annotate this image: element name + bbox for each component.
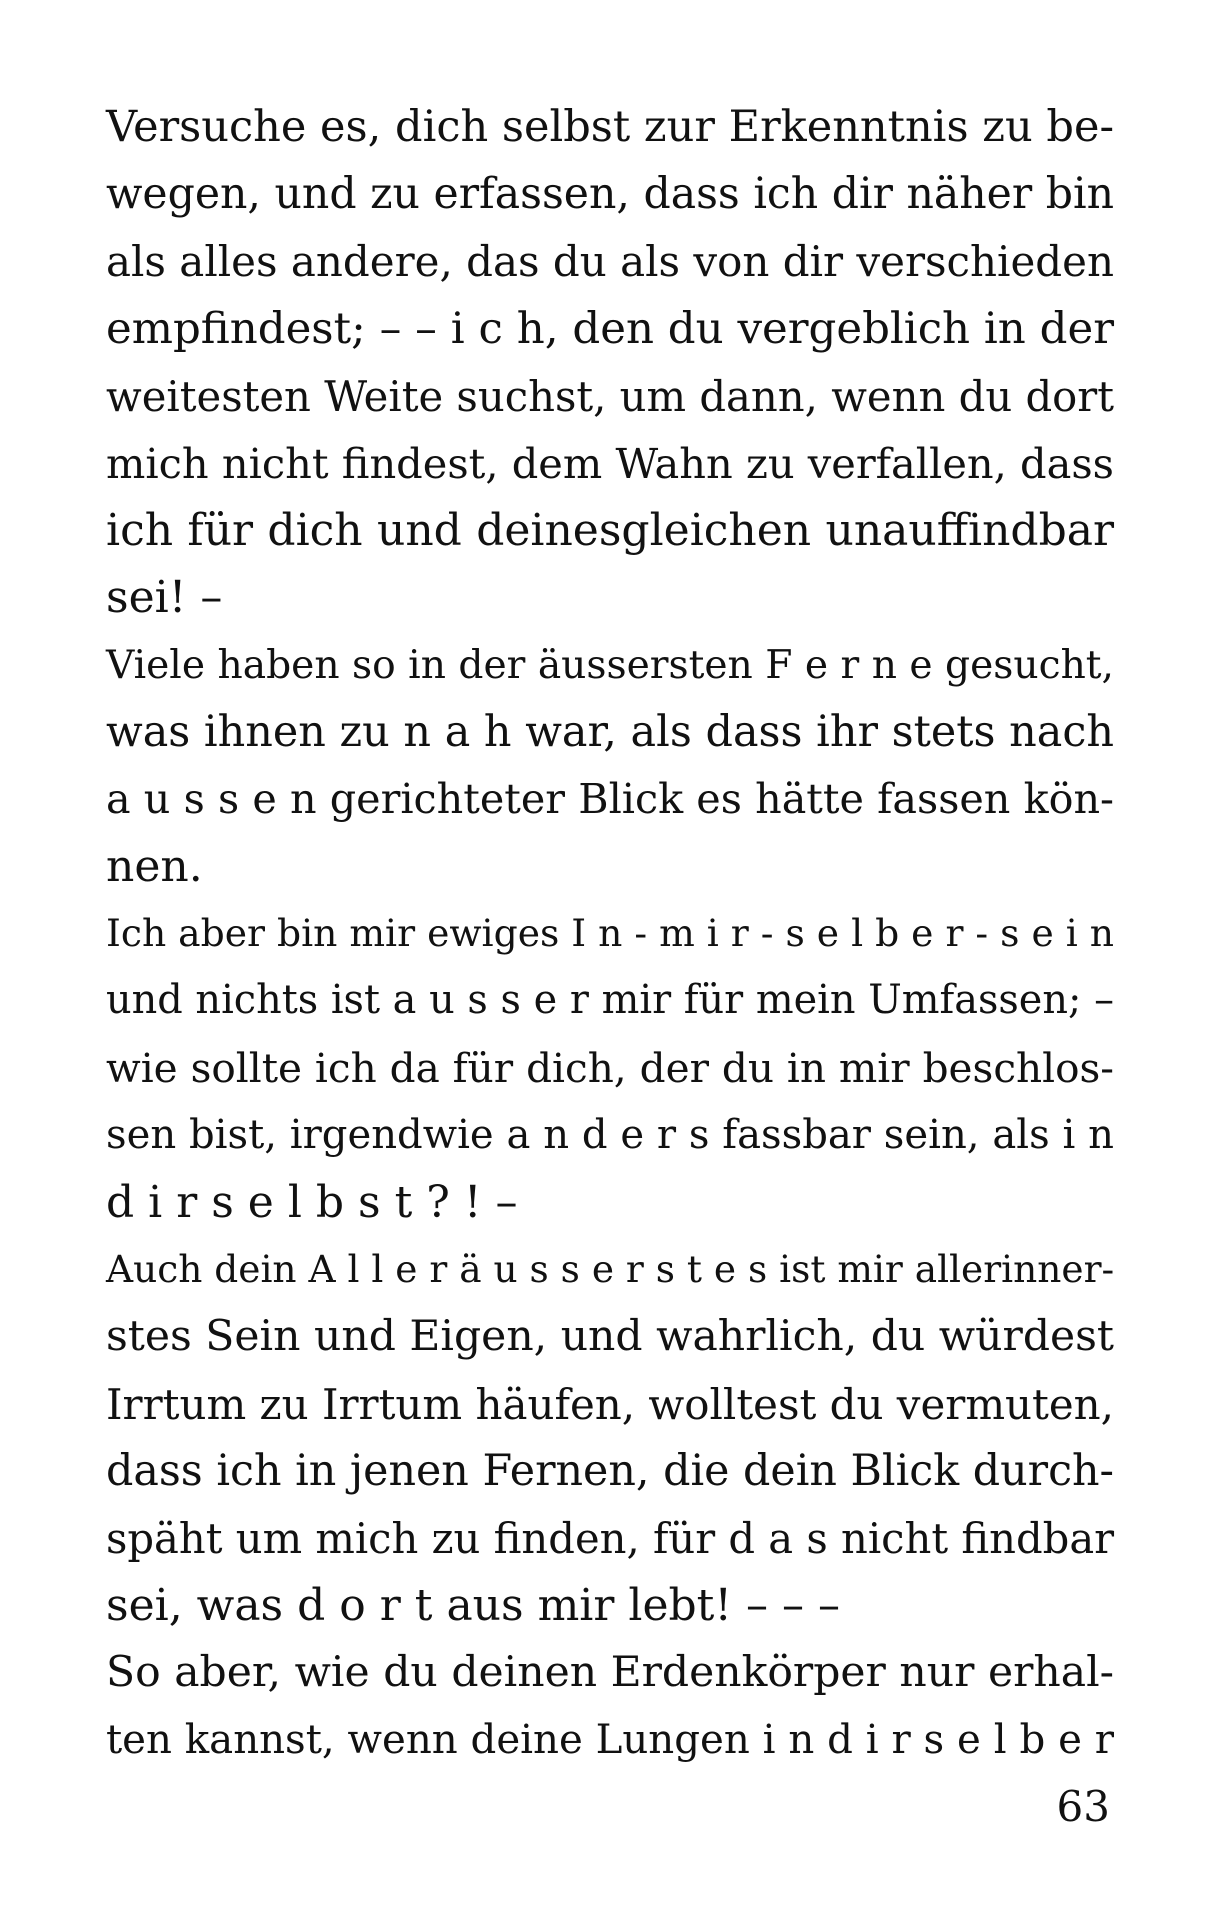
text-line: weitesten Weite suchst, um dann, wenn du dort	[106, 371, 1114, 421]
text-line: als alles andere, das du als von dir verschieden	[106, 237, 1114, 287]
text-line: stes Sein und Eigen, und wahrlich, du würdest	[106, 1312, 1114, 1362]
text-line: sei! –	[106, 572, 223, 624]
text-line: und nichts ist a u s s e r mir für mein Umfassen; –	[106, 977, 1114, 1024]
text-line: was ihnen zu n a h war, als dass ihr stets nach	[106, 706, 1114, 757]
body-text	[106, 94, 1114, 1774]
text-line: Irrtum zu Irrtum häufen, wolltest du vermuten,	[106, 1379, 1114, 1429]
text-line: wie sollte ich da für dich, der du in mir beschlos-	[106, 1043, 1114, 1092]
text-line: sei, was d o r t aus mir lebt! – – –	[106, 1580, 840, 1632]
text-line: mich nicht findest, dem Wahn zu verfallen, dass	[106, 438, 1114, 488]
page-number: 63	[1056, 1782, 1110, 1831]
text-line: sen bist, irgendwie a n d e r s fassbar sein, als i n	[106, 1111, 1114, 1158]
text-line: a u s s e n gerichteter Blick es hätte fassen kön-	[106, 774, 1114, 823]
text-line: Viele haben so in der äussersten F e r n e gesucht,	[106, 642, 1114, 688]
text-line: wegen, und zu erfassen, dass ich dir näher bin	[106, 169, 1114, 220]
text-line: empfindest; – – i c h, den du vergeblich in der	[106, 303, 1114, 354]
text-line: Versuche es, dich selbst zur Erkenntnis zu be-	[106, 102, 1114, 152]
text-line: Ich aber bin mir ewiges I n - m i r - s e l b e r - s e i n	[106, 911, 1114, 956]
text-line: nen.	[106, 841, 203, 893]
text-line: So aber, wie du deinen Erdenkörper nur erhal-	[106, 1648, 1114, 1698]
text-line: ich für dich und deinesgleichen unauffindbar	[106, 505, 1114, 557]
text-line: ten kannst, wenn deine Lungen i n d i r s e l b e r	[106, 1716, 1114, 1763]
text-line: Auch dein A l l e r ä u s s e r s t e s ist mir allerinner-	[106, 1247, 1115, 1292]
text-line: späht um mich zu finden, für d a s nicht findbar	[106, 1513, 1115, 1563]
text-line: dass ich in jenen Fernen, die dein Blick durch-	[106, 1445, 1114, 1496]
text-line: d i r s e l b s t ? ! –	[106, 1177, 518, 1228]
